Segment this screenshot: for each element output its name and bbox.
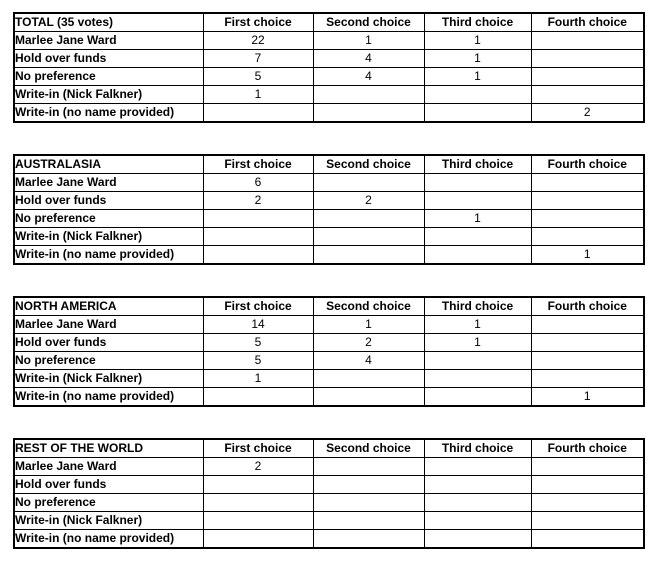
table-title: NORTH AMERICA — [14, 297, 203, 316]
table-row — [14, 228, 644, 246]
vote-count-cell — [203, 228, 313, 246]
vote-count-cell: 22 — [203, 32, 313, 50]
vote-count-cell — [531, 352, 644, 370]
vote-count-cell — [531, 530, 644, 549]
vote-count-cell: 1 — [203, 86, 313, 104]
table-row — [14, 104, 644, 123]
column-header: Third choice — [424, 439, 531, 458]
vote-table — [13, 154, 645, 265]
row-label: Write-in (no name provided) — [14, 246, 203, 265]
vote-count-cell — [531, 334, 644, 352]
header-row — [14, 155, 644, 174]
vote-table — [13, 438, 645, 549]
vote-count-cell — [313, 86, 424, 104]
vote-count-cell — [531, 174, 644, 192]
vote-count-cell — [313, 476, 424, 494]
row-label: Write-in (Nick Falkner) — [14, 86, 203, 104]
vote-count-cell — [424, 388, 531, 407]
vote-count-cell — [313, 388, 424, 407]
vote-count-cell — [203, 512, 313, 530]
table-title: AUSTRALASIA — [14, 155, 203, 174]
table-row — [14, 32, 644, 50]
table-row — [14, 246, 644, 265]
row-label: Write-in (no name provided) — [14, 104, 203, 123]
column-header: First choice — [203, 439, 313, 458]
vote-count-cell — [313, 104, 424, 123]
vote-count-cell: 4 — [313, 352, 424, 370]
row-label: Write-in (no name provided) — [14, 388, 203, 407]
table-row — [14, 334, 644, 352]
column-header: Second choice — [313, 297, 424, 316]
vote-count-cell: 5 — [203, 334, 313, 352]
vote-count-cell: 1 — [531, 388, 644, 407]
row-label: No preference — [14, 210, 203, 228]
vote-count-cell — [424, 530, 531, 549]
column-header: Fourth choice — [531, 155, 644, 174]
table-row — [14, 352, 644, 370]
table-row — [14, 192, 644, 210]
vote-count-cell — [531, 32, 644, 50]
vote-count-cell — [313, 370, 424, 388]
vote-count-cell: 2 — [203, 192, 313, 210]
vote-count-cell — [313, 210, 424, 228]
vote-count-cell — [531, 86, 644, 104]
vote-count-cell — [531, 228, 644, 246]
vote-count-cell: 2 — [203, 458, 313, 476]
vote-count-cell — [424, 192, 531, 210]
vote-count-cell — [424, 104, 531, 123]
table-row — [14, 512, 644, 530]
vote-count-cell: 2 — [531, 104, 644, 123]
row-label: Write-in (no name provided) — [14, 530, 203, 549]
vote-count-cell — [531, 494, 644, 512]
vote-count-cell: 1 — [424, 50, 531, 68]
column-header: First choice — [203, 13, 313, 32]
row-label: Marlee Jane Ward — [14, 32, 203, 50]
row-label: Write-in (Nick Falkner) — [14, 370, 203, 388]
vote-count-cell: 1 — [313, 316, 424, 334]
table-row — [14, 370, 644, 388]
vote-count-cell: 1 — [313, 32, 424, 50]
vote-count-cell: 6 — [203, 174, 313, 192]
row-label: Write-in (Nick Falkner) — [14, 228, 203, 246]
vote-count-cell — [203, 388, 313, 407]
vote-count-cell — [313, 494, 424, 512]
vote-count-cell: 1 — [424, 334, 531, 352]
table-row — [14, 316, 644, 334]
vote-count-cell: 5 — [203, 352, 313, 370]
row-label: Hold over funds — [14, 476, 203, 494]
vote-count-cell: 5 — [203, 68, 313, 86]
row-label: No preference — [14, 68, 203, 86]
vote-count-cell — [203, 530, 313, 549]
column-header: Fourth choice — [531, 297, 644, 316]
vote-count-cell — [203, 494, 313, 512]
vote-count-cell — [203, 476, 313, 494]
vote-count-cell: 1 — [424, 68, 531, 86]
row-label: Hold over funds — [14, 50, 203, 68]
table-row — [14, 458, 644, 476]
vote-table — [13, 12, 645, 123]
vote-count-cell — [313, 458, 424, 476]
vote-count-cell — [203, 246, 313, 265]
vote-count-cell — [531, 316, 644, 334]
vote-count-cell — [531, 476, 644, 494]
row-label: Marlee Jane Ward — [14, 174, 203, 192]
vote-count-cell — [531, 210, 644, 228]
column-header: Third choice — [424, 297, 531, 316]
vote-count-cell: 2 — [313, 192, 424, 210]
row-label: No preference — [14, 494, 203, 512]
row-label: Hold over funds — [14, 334, 203, 352]
column-header: First choice — [203, 297, 313, 316]
table-row — [14, 530, 644, 549]
table-row — [14, 68, 644, 86]
vote-count-cell: 1 — [424, 32, 531, 50]
vote-count-cell: 4 — [313, 50, 424, 68]
vote-count-cell — [203, 210, 313, 228]
vote-count-cell — [531, 512, 644, 530]
row-label: Marlee Jane Ward — [14, 316, 203, 334]
table-title: REST OF THE WORLD — [14, 439, 203, 458]
vote-count-cell — [424, 512, 531, 530]
column-header: Fourth choice — [531, 439, 644, 458]
vote-count-cell — [531, 458, 644, 476]
vote-count-cell — [424, 494, 531, 512]
vote-count-cell — [424, 458, 531, 476]
vote-count-cell: 1 — [531, 246, 644, 265]
vote-count-cell: 7 — [203, 50, 313, 68]
header-row — [14, 297, 644, 316]
column-header: Third choice — [424, 155, 531, 174]
row-label: Hold over funds — [14, 192, 203, 210]
vote-count-cell — [531, 192, 644, 210]
column-header: Third choice — [424, 13, 531, 32]
vote-table — [13, 296, 645, 407]
vote-count-cell — [313, 246, 424, 265]
vote-count-cell: 14 — [203, 316, 313, 334]
table-row — [14, 210, 644, 228]
column-header: Fourth choice — [531, 13, 644, 32]
row-label: Marlee Jane Ward — [14, 458, 203, 476]
vote-count-cell — [424, 228, 531, 246]
vote-count-cell: 4 — [313, 68, 424, 86]
vote-count-cell — [424, 476, 531, 494]
vote-count-cell — [424, 352, 531, 370]
vote-count-cell: 1 — [424, 316, 531, 334]
vote-count-cell — [424, 246, 531, 265]
vote-count-cell — [203, 104, 313, 123]
column-header: Second choice — [313, 13, 424, 32]
vote-count-cell — [313, 530, 424, 549]
vote-count-cell: 2 — [313, 334, 424, 352]
column-header: Second choice — [313, 155, 424, 174]
table-row — [14, 494, 644, 512]
table-row — [14, 86, 644, 104]
table-row — [14, 50, 644, 68]
column-header: Second choice — [313, 439, 424, 458]
vote-count-cell — [313, 512, 424, 530]
vote-count-cell — [424, 86, 531, 104]
header-row — [14, 13, 644, 32]
table-row — [14, 174, 644, 192]
vote-count-cell — [424, 370, 531, 388]
vote-count-cell: 1 — [424, 210, 531, 228]
row-label: No preference — [14, 352, 203, 370]
vote-count-cell — [313, 174, 424, 192]
vote-count-cell — [531, 68, 644, 86]
vote-count-cell — [313, 228, 424, 246]
table-row — [14, 388, 644, 407]
vote-count-cell — [531, 370, 644, 388]
tables-container — [13, 12, 664, 549]
vote-count-cell: 1 — [203, 370, 313, 388]
row-label: Write-in (Nick Falkner) — [14, 512, 203, 530]
table-row — [14, 476, 644, 494]
vote-count-cell — [424, 174, 531, 192]
column-header: First choice — [203, 155, 313, 174]
header-row — [14, 439, 644, 458]
table-title: TOTAL (35 votes) — [14, 13, 203, 32]
vote-count-cell — [531, 50, 644, 68]
